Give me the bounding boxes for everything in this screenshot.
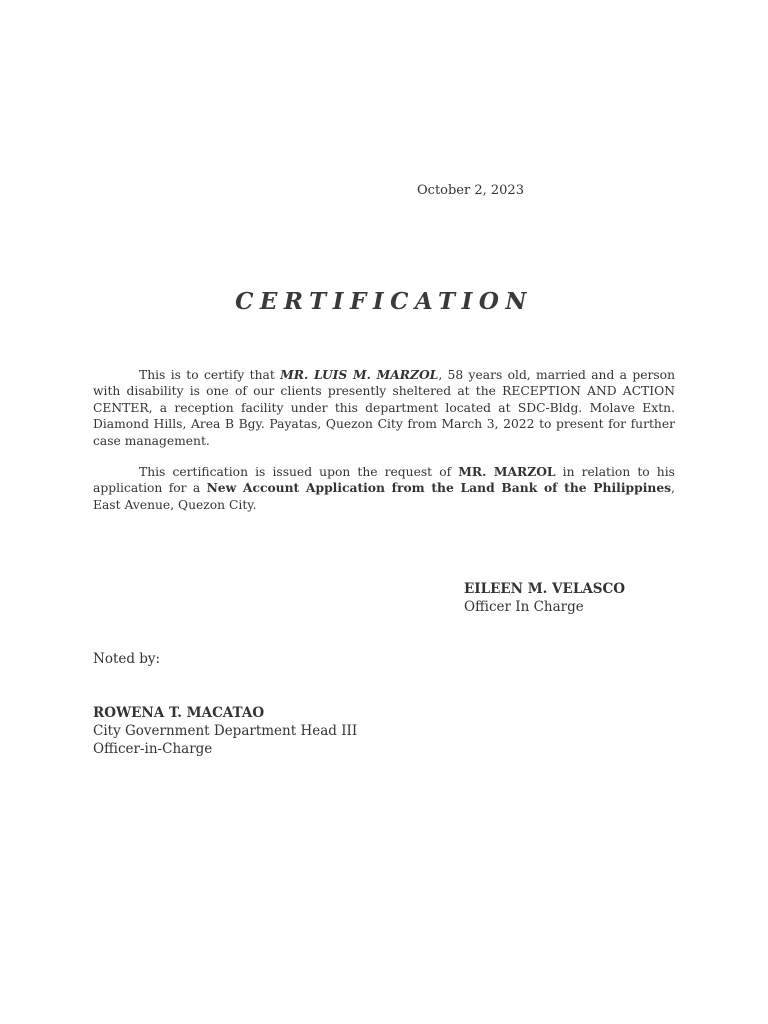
signatory2-position: City Government Department Head III bbox=[93, 723, 358, 739]
signatory-block-2 bbox=[93, 704, 357, 758]
document-title: CERTIFICATION bbox=[235, 288, 533, 315]
signatory-block-1 bbox=[464, 580, 625, 616]
certification-paragraph bbox=[93, 367, 675, 449]
paragraph2-part1: This certification is issued upon the request of bbox=[139, 465, 459, 479]
signatory1-position: Officer In Charge bbox=[464, 599, 584, 615]
client-name: MR. LUIS M. MARZOL bbox=[280, 367, 439, 382]
paragraph2-part2: in relation to his application for a bbox=[93, 465, 675, 496]
noted-by-label: Noted by: bbox=[93, 651, 161, 667]
purpose-paragraph bbox=[93, 464, 675, 513]
paragraph1-intro: This is to certify that bbox=[139, 368, 281, 382]
paragraph1-body: , 58 years old, married and a person with disability is one of our clients presently sheltered at the RECEPTION AND ACTION CENTER, a reception facility under this department located at SDC-Bldg. Molave Extn. Diamond Hills, Area B Bgy. Payatas, Quezon City from March 3, 2022 to present for further case management. bbox=[93, 368, 675, 448]
document-date: October 2, 2023 bbox=[417, 183, 524, 198]
signatory2-role: Officer-in-Charge bbox=[93, 741, 213, 757]
application-purpose: New Account Application from the Land Bank of the Philippines bbox=[206, 480, 672, 496]
signatory2-name: ROWENA T. MACATAO bbox=[93, 705, 265, 721]
signatory1-name: EILEEN M. VELASCO bbox=[464, 581, 626, 597]
requester-name: MR. MARZOL bbox=[458, 464, 556, 479]
paragraph2-part3: , East Avenue, Quezon City. bbox=[93, 481, 675, 512]
